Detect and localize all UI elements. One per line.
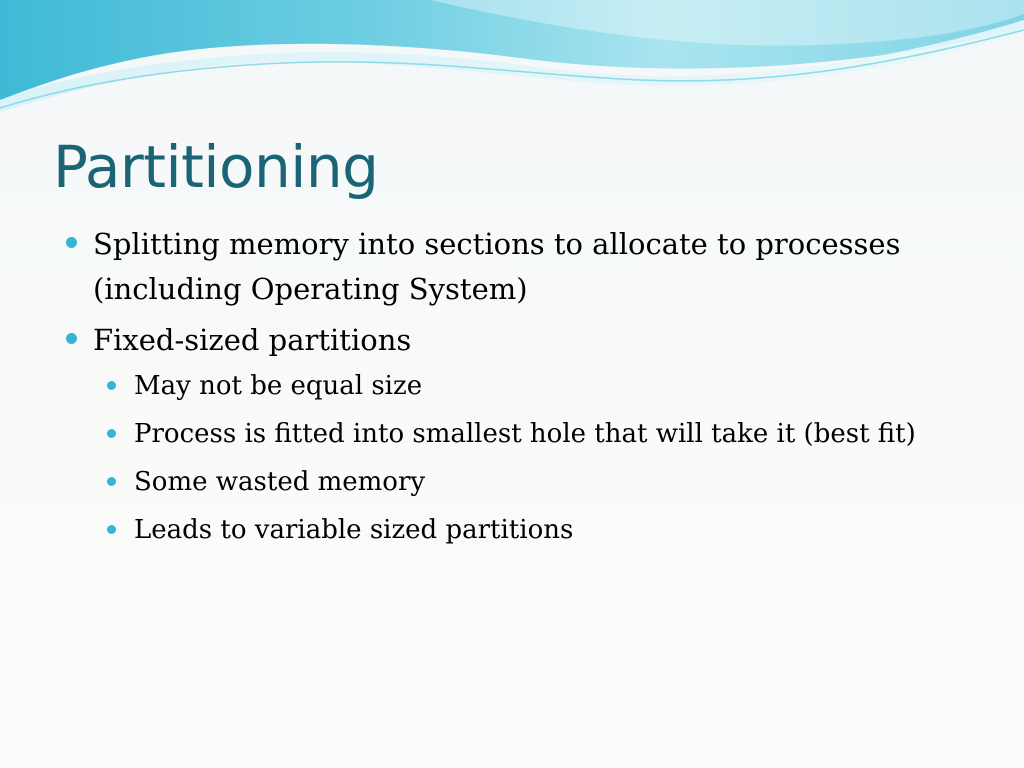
bullet-text: Splitting memory into sections to allocate to processes (including Operating System) (93, 227, 901, 306)
sub-bullet-text: May not be equal size (134, 371, 423, 401)
sub-bullet-item (101, 414, 980, 454)
slide-title: Partitioning (53, 133, 379, 201)
bullet-dot-icon (66, 333, 77, 344)
sub-bullet-text: Process is fitted into smallest hole that will take it (best fit) (134, 419, 916, 449)
header-wave-decoration (0, 0, 1024, 130)
bullet-dot-icon (107, 429, 116, 438)
bullet-dot-icon (107, 381, 116, 390)
bullet-item (60, 222, 980, 312)
sub-bullet-list (60, 366, 980, 550)
sub-bullet-item (101, 462, 980, 502)
bullet-text: Fixed-sized partitions (93, 323, 412, 357)
bullet-dot-icon (107, 477, 116, 486)
sub-bullet-text: Some wasted memory (134, 467, 426, 497)
sub-bullet-item (101, 366, 980, 406)
sub-bullet-item (101, 510, 980, 550)
bullet-dot-icon (66, 237, 77, 248)
bullet-list (60, 222, 980, 558)
sub-bullet-text: Leads to variable sized partitions (134, 515, 574, 545)
bullet-item (60, 318, 980, 550)
bullet-dot-icon (107, 525, 116, 534)
